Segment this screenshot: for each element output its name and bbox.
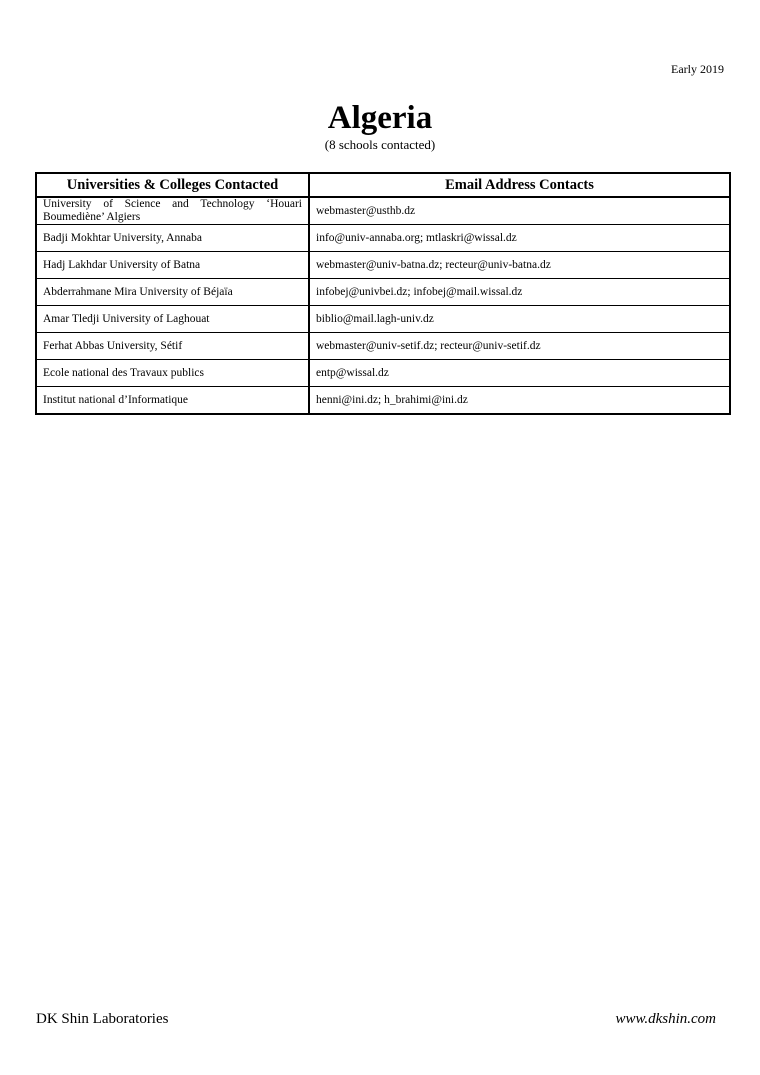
email-contact: webmaster@univ-setif.dz; recteur@univ-setif.dz <box>309 333 730 360</box>
column-header-emails: Email Address Contacts <box>309 173 730 197</box>
table-row <box>36 197 730 225</box>
table-row <box>36 225 730 252</box>
contacts-table <box>35 172 731 415</box>
page-subtitle: (8 schools contacted) <box>324 137 436 152</box>
school-name: University of Science and Technology ‘Houari Boumediène’ Algiers <box>36 197 309 225</box>
column-header-schools: Universities & Colleges Contacted <box>36 173 309 197</box>
school-name: Badji Mokhtar University, Annaba <box>36 225 309 252</box>
document-date: Early 2019 <box>671 62 724 76</box>
email-contact: info@univ-annaba.org; mtlaskri@wissal.dz <box>309 225 730 252</box>
table-header-row <box>36 173 730 197</box>
email-contact: henni@ini.dz; h_brahimi@ini.dz <box>309 387 730 415</box>
table-row <box>36 279 730 306</box>
table-row <box>36 252 730 279</box>
email-contact: webmaster@usthb.dz <box>309 197 730 225</box>
school-name: Ecole national des Travaux publics <box>36 360 309 387</box>
table-row <box>36 306 730 333</box>
footer-organization: DK Shin Laboratories <box>36 1011 169 1027</box>
email-contact: webmaster@univ-batna.dz; recteur@univ-batna.dz <box>309 252 730 279</box>
page-title: Algeria <box>327 100 433 136</box>
footer-website: www.dkshin.com <box>615 1011 716 1027</box>
table-row <box>36 387 730 415</box>
school-name: Abderrahmane Mira University of Béjaïa <box>36 279 309 306</box>
school-name: Institut national d’Informatique <box>36 387 309 415</box>
school-name: Hadj Lakhdar University of Batna <box>36 252 309 279</box>
email-contact: biblio@mail.lagh-univ.dz <box>309 306 730 333</box>
school-name: Ferhat Abbas University, Sétif <box>36 333 309 360</box>
email-contact: entp@wissal.dz <box>309 360 730 387</box>
table-row <box>36 360 730 387</box>
email-contact: infobej@univbei.dz; infobej@mail.wissal.dz <box>309 279 730 306</box>
school-name: Amar Tledji University of Laghouat <box>36 306 309 333</box>
table-row <box>36 333 730 360</box>
